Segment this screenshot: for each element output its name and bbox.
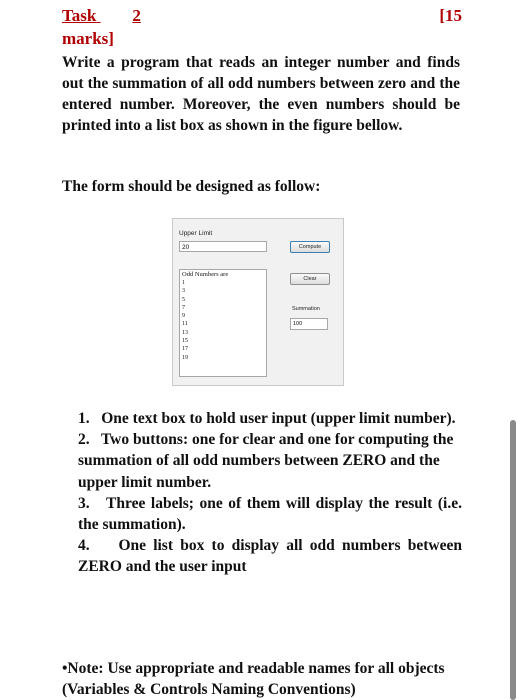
upper-limit-label: Upper Limit [179, 230, 213, 237]
requirement-item [78, 429, 462, 493]
requirement-number: 3. [78, 494, 90, 512]
requirement-number: 2. [78, 431, 90, 449]
form-figure [172, 218, 344, 386]
naming-note: •Note: Use appropriate and readable names for all objects (Variables & Controls Naming Conventions) [62, 660, 445, 698]
requirement-number: 4. [78, 537, 90, 555]
requirement-item [78, 493, 462, 535]
task-word: Task [62, 6, 97, 25]
requirement-text: Two buttons: one for clear and one for computing the summation of all odd numbers between ZERO and the upper limit number. [78, 431, 454, 491]
list-item: 5 [182, 296, 185, 303]
marks-close: marks] [62, 29, 114, 48]
task-gap [96, 6, 132, 26]
clear-button: Clear [290, 273, 330, 285]
task-label [62, 6, 141, 25]
list-item: 19 [182, 354, 188, 361]
list-item: 3 [182, 288, 185, 295]
requirement-item [78, 535, 462, 577]
compute-button: Compute [290, 241, 330, 253]
form-intro: The form should be designed as follow: [62, 178, 321, 195]
odd-numbers-listbox [179, 269, 267, 377]
marks-open: [15 [439, 6, 462, 25]
list-item: 13 [182, 329, 188, 336]
task-heading [62, 6, 462, 26]
requirement-item [78, 408, 462, 429]
task-number: 2 [132, 6, 141, 25]
listbox-header: Odd Numbers are [182, 271, 229, 278]
list-item: 9 [182, 313, 185, 320]
list-item: 1 [182, 280, 185, 286]
task-description: Write a program that reads an integer number and finds out the summation of all odd numbers between zero and the entered number. Moreover, the even numbers should be printed into a list box as shown in the figure bellow. [62, 54, 460, 134]
requirement-number: 1. [78, 410, 90, 427]
list-item: 17 [182, 346, 188, 353]
requirement-text: One list box to display all odd numbers between ZERO and the user input [78, 537, 462, 576]
requirement-text: One text box to hold user input (upper limit number). [101, 410, 456, 427]
upper-limit-textbox: 20 [179, 241, 267, 252]
requirements-list [78, 408, 462, 578]
summation-result-box: 100 [290, 318, 328, 330]
summation-label: Summation [292, 306, 320, 312]
requirement-text: Three labels; one of them will display the result (i.e. the summation). [78, 494, 462, 534]
list-item: 11 [182, 321, 188, 328]
list-item: 15 [182, 338, 188, 345]
page-scrollbar[interactable] [510, 420, 516, 700]
list-item: 7 [182, 304, 185, 311]
